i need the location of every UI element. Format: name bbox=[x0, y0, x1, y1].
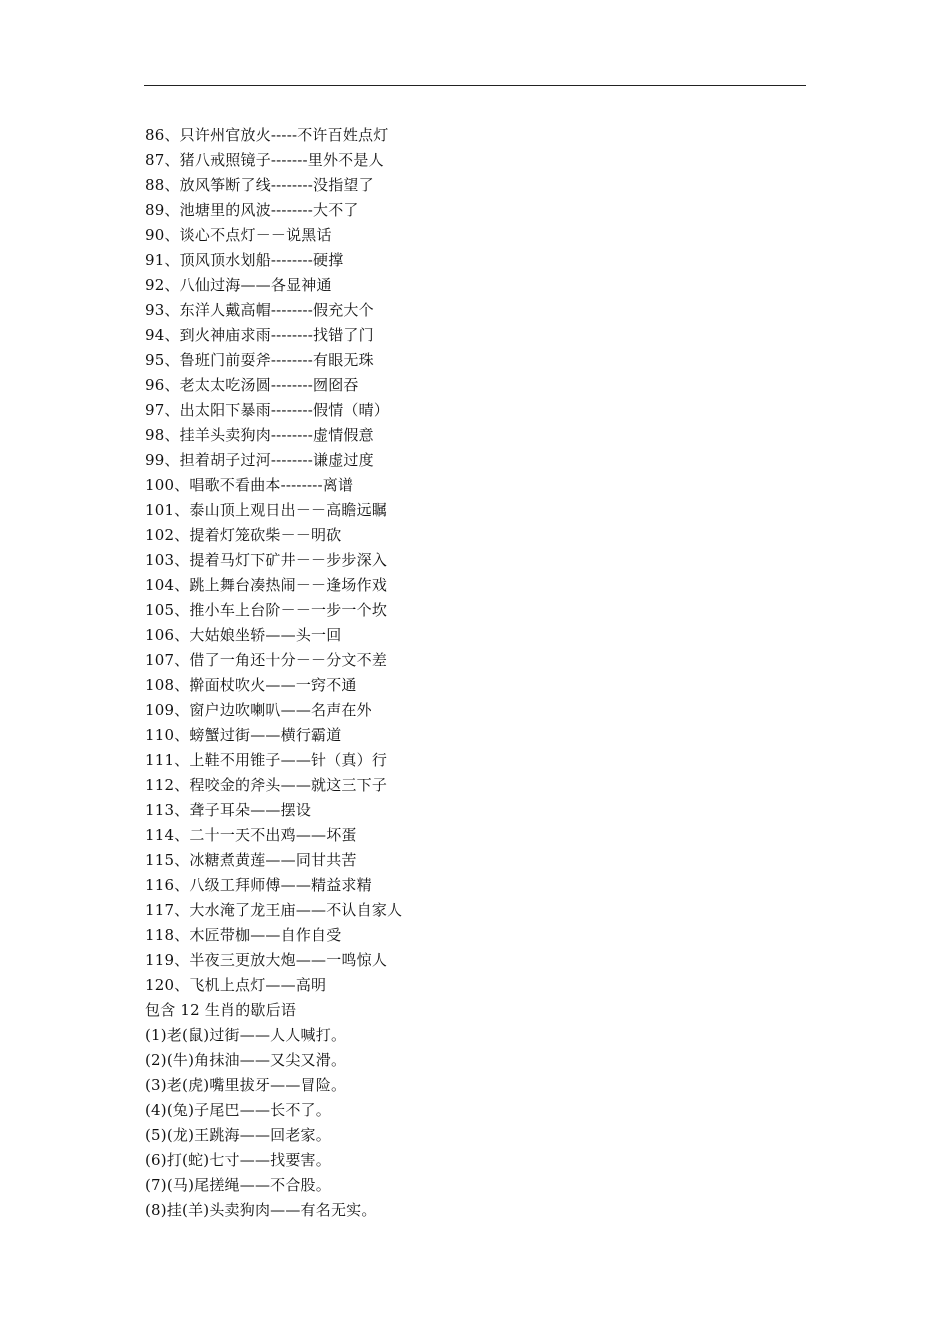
text-line: 108、擀面杖吹火——一窍不通 bbox=[145, 676, 357, 694]
text-line: 115、冰糖煮黄莲——同甘共苦 bbox=[145, 851, 357, 869]
text-line: (7)(马)尾搓绳——不合股。 bbox=[145, 1176, 331, 1194]
text-line: 114、二十一天不出鸡——坏蛋 bbox=[145, 826, 357, 844]
text-line: (1)老(鼠)过街——人人喊打。 bbox=[145, 1026, 347, 1044]
text-line: 110、螃蟹过街——横行霸道 bbox=[145, 726, 342, 744]
text-line: 98、挂羊头卖狗肉--------虚情假意 bbox=[145, 426, 374, 444]
text-line: 120、飞机上点灯——高明 bbox=[145, 976, 327, 994]
text-line: 96、老太太吃汤圆--------囫囵吞 bbox=[145, 376, 359, 394]
text-line: 106、大姑娘坐轿——头一回 bbox=[145, 626, 342, 644]
header-rule bbox=[144, 85, 806, 86]
text-line: 102、提着灯笼砍柴－－明砍 bbox=[145, 526, 342, 544]
text-line: 105、推小车上台阶－－一步一个坎 bbox=[145, 601, 388, 619]
section-heading: 包含 12 生肖的歇后语 bbox=[145, 1001, 297, 1019]
text-line: (5)(龙)王跳海——回老家。 bbox=[145, 1126, 331, 1144]
text-line: (4)(兔)子尾巴——长不了。 bbox=[145, 1101, 331, 1119]
text-line: 116、八级工拜师傅——精益求精 bbox=[145, 876, 372, 894]
text-line: (8)挂(羊)头卖狗肉——有名无实。 bbox=[145, 1201, 377, 1219]
text-line: 99、担着胡子过河--------谦虚过度 bbox=[145, 451, 374, 469]
text-line: 103、提着马灯下矿井－－步步深入 bbox=[145, 551, 388, 569]
text-line: 94、到火神庙求雨--------找错了门 bbox=[145, 326, 374, 344]
text-line: 101、泰山顶上观日出－－高瞻远瞩 bbox=[145, 501, 388, 519]
text-line: 90、谈心不点灯－－说黑话 bbox=[145, 226, 332, 244]
text-line: (6)打(蛇)七寸——找要害。 bbox=[145, 1151, 331, 1169]
text-line: 89、池塘里的风波--------大不了 bbox=[145, 201, 359, 219]
text-line: 118、木匠带枷——自作自受 bbox=[145, 926, 342, 944]
text-line: 112、程咬金的斧头——就这三下子 bbox=[145, 776, 388, 794]
text-line: 109、窗户边吹喇叭——名声在外 bbox=[145, 701, 372, 719]
text-line: 93、东洋人戴高帽--------假充大个 bbox=[145, 301, 374, 319]
text-line: 107、借了一角还十分－－分文不差 bbox=[145, 651, 388, 669]
text-line: (3)老(虎)嘴里拔牙——冒险。 bbox=[145, 1076, 347, 1094]
text-line: 100、唱歌不看曲本--------离谱 bbox=[145, 476, 354, 494]
text-line: 87、猪八戒照镜子-------里外不是人 bbox=[145, 151, 384, 169]
text-line: 92、八仙过海——各显神通 bbox=[145, 276, 332, 294]
text-line: 95、鲁班门前耍斧--------有眼无珠 bbox=[145, 351, 374, 369]
text-line: 117、大水淹了龙王庙——不认自家人 bbox=[145, 901, 403, 919]
text-line: 86、只许州官放火-----不许百姓点灯 bbox=[145, 126, 389, 144]
text-line: (2)(牛)角抹油——又尖又滑。 bbox=[145, 1051, 347, 1069]
text-line: 104、跳上舞台凑热闹－－逢场作戏 bbox=[145, 576, 388, 594]
text-line: 88、放风筝断了线--------没指望了 bbox=[145, 176, 374, 194]
document-body bbox=[145, 123, 845, 1223]
text-line: 111、上鞋不用锥子——针（真）行 bbox=[145, 751, 388, 769]
text-line: 113、聋子耳朵——摆设 bbox=[145, 801, 312, 819]
text-line: 91、顶风顶水划船--------硬撑 bbox=[145, 251, 344, 269]
text-line: 119、半夜三更放大炮——一鸣惊人 bbox=[145, 951, 388, 969]
text-line: 97、出太阳下暴雨--------假情（晴） bbox=[145, 401, 390, 419]
